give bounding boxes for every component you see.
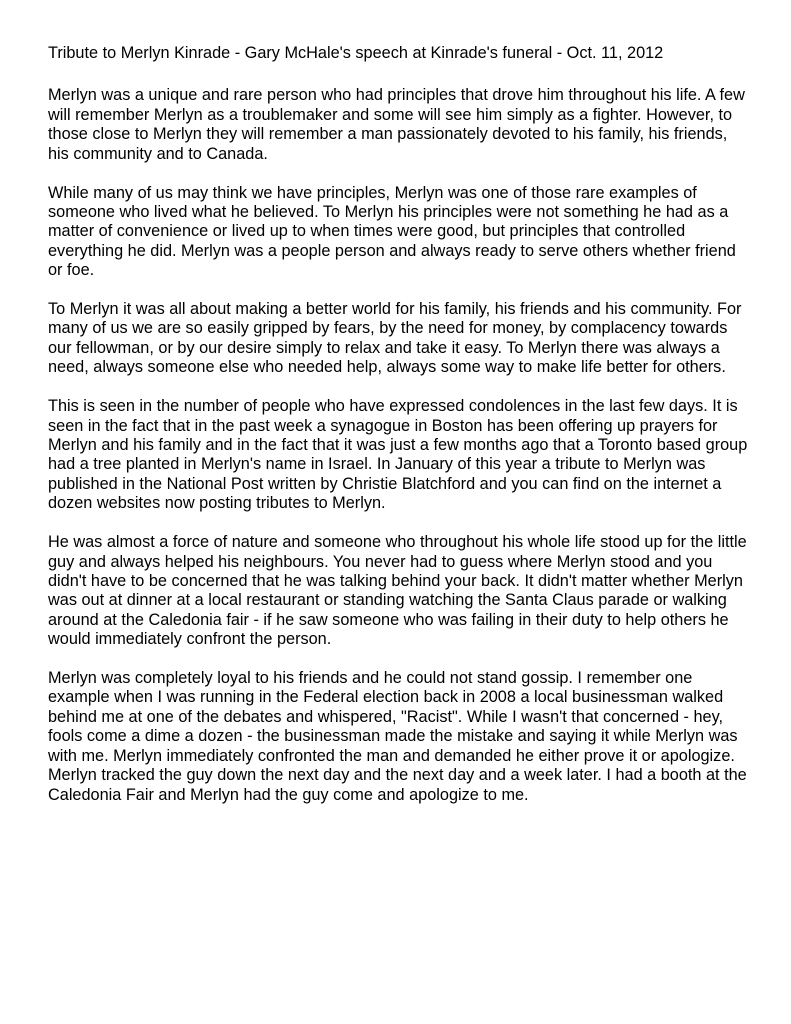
paragraph-6: Merlyn was completely loyal to his friends and he could not stand gossip. I remember one example when I was running in the Federal election back in 2008 a local businessman walked behind me at one of the debates and whispered, "Racist". While I wasn't that concerned - hey, fools come a dime a dozen - the businessman made the mistake and saying it while Merlyn was with me. Merlyn immediately confronted the man and demanded he either prove it or apologize. Merlyn tracked the guy down the next day and the next day and a week later. I had a booth at the Caledonia Fair and Merlyn had the guy come and apologize to me. (48, 669, 747, 804)
paragraph-2: While many of us may think we have principles, Merlyn was one of those rare examples of someone who lived what he believed. To Merlyn his principles were not something he had as a matter of convenience or lived up to when times were good, but principles that controlled everything he did. Merlyn was a people person and always ready to serve others whether friend or foe. (48, 183, 736, 280)
paragraph-4: This is seen in the number of people who have expressed condolences in the last few days. It is seen in the fact that in the past week a synagogue in Boston has been offering up prayers for Merlyn and his family and in the fact that it was just a few months ago that a Toronto based group had a tree planted in Merlyn's name in Israel. In January of this year a tribute to Merlyn was published in the National Post written by Christie Blatchford and you can find on the internet a dozen websites now posting tributes to Merlyn. (48, 397, 748, 513)
paragraph-5: He was almost a force of nature and someone who throughout his whole life stood up for the little guy and always helped his neighbours. You never had to guess where Merlyn stood and you didn't have to be concerned that he was talking behind your back. It didn't matter whether Merlyn was out at dinner at a local restaurant or standing watching the Santa Claus parade or walking around at the Caledonia fair - if he saw someone who was failing in their duty to help others he would immediately confront the person. (48, 533, 747, 649)
paragraph-3: To Merlyn it was all about making a better world for his family, his friends and his community. For many of us we are so easily gripped by fears, by the need for money, by complacency towards our fellowman, or by our desire simply to relax and take it easy. To Merlyn there was always a need, always someone else who needed help, always some way to make life better for others. (48, 300, 742, 377)
document-page (48, 44, 748, 824)
paragraph-1: Merlyn was a unique and rare person who had principles that drove him throughout his life. A few will remember Merlyn as a troublemaker and some will see him simply as a fighter. However, to those close to Merlyn they will remember a man passionately devoted to his family, his friends, his community and to Canada. (48, 86, 745, 163)
document-title: Tribute to Merlyn Kinrade - Gary McHale's speech at Kinrade's funeral - Oct. 11, 2012 (48, 44, 664, 62)
